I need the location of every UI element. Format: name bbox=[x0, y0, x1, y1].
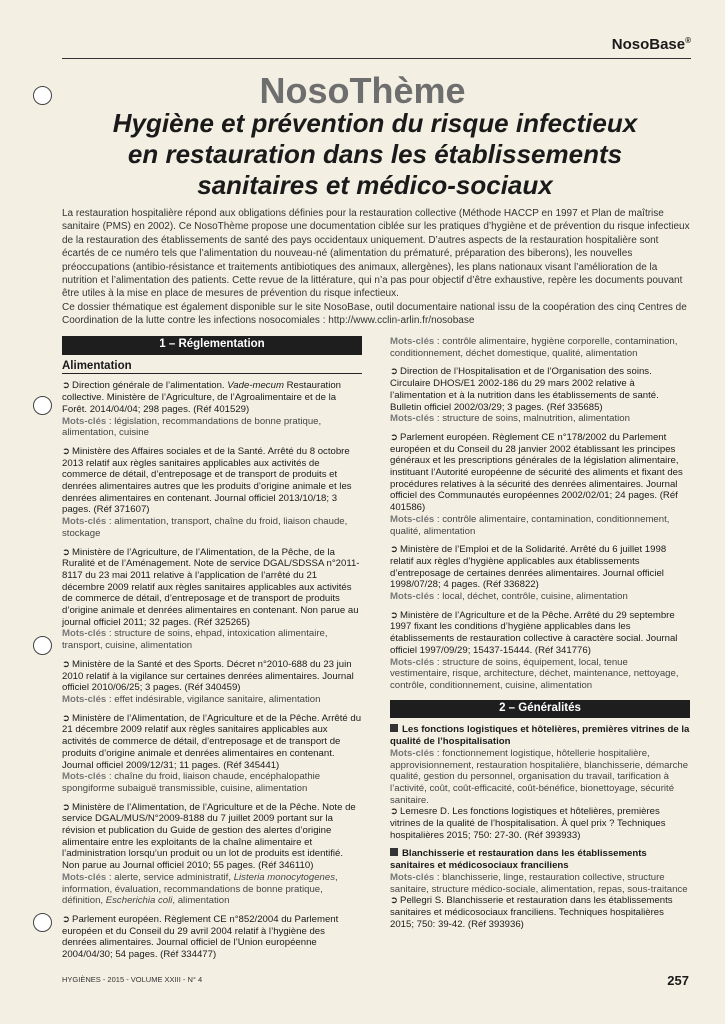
list-item bbox=[62, 713, 362, 795]
list-item bbox=[390, 610, 690, 692]
arrow-icon: ➲ bbox=[62, 913, 71, 925]
arrow-icon: ➲ bbox=[390, 806, 399, 818]
arrow-icon: ➲ bbox=[390, 544, 399, 556]
list-item bbox=[62, 659, 362, 706]
keywords-text: alerte, service administratif, bbox=[114, 871, 234, 883]
keywords-label: Mots-clés bbox=[390, 747, 435, 759]
entry-title bbox=[390, 848, 690, 871]
list-item bbox=[390, 432, 690, 537]
reference-text: Direction générale de l’alimentation. bbox=[72, 380, 228, 392]
keywords: Mots-clés : chaîne du froid, liaison chaude, encéphalopathie spongiforme subaiguë transmissible, cuisine, alimentation bbox=[62, 771, 321, 794]
entry-title-text: Les fonctions logistiques et hôtelières, premières vitrines de la qualité de l’hospitalisation bbox=[390, 724, 690, 748]
entry-reference bbox=[62, 914, 362, 961]
keywords-text: local, déchet, contrôle, cuisine, alimentation bbox=[442, 591, 628, 603]
square-bullet-icon bbox=[390, 848, 398, 856]
entry-reference bbox=[390, 610, 690, 657]
section-title: 2 – Généralités bbox=[390, 700, 690, 719]
keywords-label: Mots-clés bbox=[62, 771, 107, 783]
entry-reference bbox=[390, 806, 690, 841]
keywords-text: législation, recommandations de bonne pratique, alimentation, cuisine bbox=[62, 415, 322, 439]
entry-reference bbox=[390, 544, 690, 591]
arrow-icon: ➲ bbox=[390, 366, 399, 378]
list-item bbox=[390, 366, 690, 425]
entry-reference bbox=[62, 659, 362, 694]
entry-reference bbox=[390, 366, 690, 413]
entry-reference bbox=[390, 432, 690, 514]
reference-text: Pellegri S. Blanchisserie et restauration dans les établissements sanitaires et médicosociaux franciliens. Techniques hospitalières 2015; 750: 39-42. (Réf 393936) bbox=[390, 895, 673, 930]
entry-title bbox=[390, 724, 690, 747]
keywords-text: Listeria monocytogenes bbox=[233, 871, 336, 883]
brand-name: NosoBase® bbox=[611, 36, 691, 53]
keywords: Mots-clés : structure de soins, ehpad, intoxication alimentaire, transport, cuisine, alimentation bbox=[62, 628, 328, 652]
subsection-title: Alimentation bbox=[62, 361, 362, 375]
header-rule bbox=[62, 58, 691, 59]
list-item bbox=[62, 547, 362, 652]
arrow-icon: ➲ bbox=[62, 380, 71, 392]
list-item: Mots-clés : contrôle alimentaire, hygiène corporelle, contamination, conditionnement, déchet domestique, qualité, alimentation bbox=[390, 336, 678, 359]
keywords-label: Mots-clés bbox=[390, 656, 435, 668]
reference-text: Ministère de l’Alimentation, de l’Agriculture et de la Pêche. Arrêté du 21 décembre 2009 relatif aux règles sanitaires applicables aux activités de commerce de détail, d’entreposage et de transport de produits d’origine animale et denrées alimentaires en contenant. Journal officiel 2009/12/31; 11 pages. (Réf 345441) bbox=[62, 712, 362, 771]
keywords-label: Mots-clés bbox=[62, 415, 107, 427]
keywords-text: blanchisserie, linge, restauration collective, structure sanitaire, structure médico-sociale, alimentation, repas, sous-traitance bbox=[390, 871, 688, 895]
list-item bbox=[390, 848, 690, 930]
headline: Hygiène et prévention du risque infectieux en restauration dans les établissements sanitaires et médico-sociaux bbox=[112, 108, 638, 200]
keywords-label: Mots-clés bbox=[390, 413, 435, 425]
entry-reference bbox=[62, 802, 362, 872]
reference-text: Ministère de la Santé et des Sports. Décret n°2010-688 du 23 juin 2010 relatif à la vigilance sur certaines denrées alimentaires. Journal officiel 2010/06/25; 3 pages. (Réf 340459) bbox=[62, 658, 354, 694]
arrow-icon: ➲ bbox=[62, 445, 71, 457]
arrow-icon: ➲ bbox=[62, 658, 71, 670]
keywords-label: Mots-clés bbox=[62, 693, 107, 705]
keywords-text: structure de soins, malnutrition, alimentation bbox=[442, 413, 630, 425]
intro-paragraph: Ce dossier thématique est également disponible sur le site NosoBase, outil documentaire national issu de la coopération des cinq Centres de Coordination de la lutte contre les infections nosocomiales : http://www.cclin-arlin.fr/nosobase bbox=[62, 301, 687, 327]
reference-text: Ministère de l’Emploi et de la Solidarité. Arrêté du 6 juillet 1998 relatif aux règles d’hygiène applicables aux établissements d’entreposage de certaines denrées alimentaires. Journal officiel 1998/07/28; 4 pages. (Réf 336822) bbox=[390, 544, 667, 591]
reference-text: Ministère de l’Agriculture et de la Pêche. Arrêté du 29 septembre 1997 fixant les conditions d’hygiène applicables dans les établissements de restauration collective à caractère social. Journal officiel 1997/09/29; 15437-15444. (Réf 341776) bbox=[390, 609, 678, 656]
keywords: Mots-clés : effet indésirable, vigilance sanitaire, alimentation bbox=[62, 693, 321, 705]
entry-reference bbox=[62, 446, 362, 516]
list-item bbox=[62, 446, 362, 540]
journal-info: HYGIÈNES - 2015 - VOLUME XXIII - N° 4 bbox=[62, 975, 203, 984]
intro-paragraph: La restauration hospitalière répond aux obligations définies pour la restauration collective (Méthode HACCP en 1997 et Plan de maîtrise sanitaire (PMS) en 2002). Ce NosoThème propose une documentation ciblée sur les pratiques d’hygiène et de prévention du risque infectieux de la restauration des établissements de santé des pays occidentaux uniquement. D’autres aspects de la restauration hospitalière sont écartés de ce numéro tels que l’alimentation du nouveau-né (alimentation du prématuré, préparation des biberons), les nouvelles préoccupations (antibio-résistance et traitements antibiotiques des animaux, allergènes), les plans nationaux visant l’amélioration de la nutrition et l’alimentation des patients. Cette revue de la littérature, qui n’a pas pour objectif d’être exhaustive, repère les documents pouvant être utiles à la mise en place de mesures de prévention du risque infectieux. bbox=[62, 208, 690, 300]
arrow-icon: ➲ bbox=[62, 712, 71, 724]
keywords-label: Mots-clés bbox=[390, 871, 435, 883]
entry-reference bbox=[390, 895, 690, 930]
reference-text: Ministère de l’Alimentation, de l’Agriculture et de la Pêche. Note de service DGAL/MUS/N°2009-8188 du 7 juillet 2009 portant sur la révision et publication du Guide de gestion des alertes d’origine alimentaire entre les exploitants de la chaîne alimentaire et l’administration lorsqu’un produit ou un lot de produits est identifié. Non parue au Journal officiel 2010; 55 pages. (Réf 346110) bbox=[62, 801, 356, 872]
keywords: Mots-clés : alimentation, transport, chaîne du froid, liaison chaude, stockage bbox=[62, 516, 348, 539]
page-number: 257 bbox=[667, 973, 689, 988]
keywords-label: Mots-clés bbox=[62, 628, 107, 640]
keywords-label: Mots-clés bbox=[390, 591, 435, 603]
arrow-icon: ➲ bbox=[390, 895, 399, 907]
keywords: Mots-clés : structure de soins, équipement, local, tenue vestimentaire, risque, architecture, déchet, maintenance, nettoyage, contrôle, conditionnement, cuisine, alimentation bbox=[390, 656, 679, 691]
arrow-icon: ➲ bbox=[390, 431, 399, 443]
punch-hole bbox=[33, 636, 52, 655]
left-column bbox=[62, 336, 362, 968]
reference-text: Parlement européen. Règlement CE n°178/2002 du Parlement européen et du Conseil du 28 janvier 2002 établissant les principes généraux et les prescriptions générales de la législation alimentaire, instituant l’Autorité européenne de sécurité des aliments et fixant des procédures relatives à la sécurité des denrées alimentaires. Journal officiel des Communautés européennes 2002/02/01; 24 pages. (Réf 401586) bbox=[390, 431, 683, 514]
arrow-icon: ➲ bbox=[390, 609, 399, 621]
keywords: Mots-clés : local, déchet, contrôle, cuisine, alimentation bbox=[390, 591, 628, 603]
arrow-icon: ➲ bbox=[62, 801, 71, 813]
keywords-text: contrôle alimentaire, contamination, conditionnement, qualité, alimentation bbox=[390, 513, 670, 537]
reference-text: Ministère de l’Agriculture, de l’Alimentation, de la Pêche, de la Ruralité et de l’Aménagement. Note de service DGAL/SDSSA n°2011-8117 du 23 mai 2011 relative à l’application de l’arrêté du 21 décembre 2009 relatif aux règles sanitaires applicables aux activités de commerce de détail, d’entreposage et de transport de produits d’origine animale et denrées alimentaires en contenant. Non parue au journal officiel 2011; 32 pages. (Réf 325265) bbox=[62, 546, 360, 628]
keywords: Mots-clés : blanchisserie, linge, restauration collective, structure sanitaire, structure médico-sociale, alimentation, repas, sous-traitance bbox=[390, 871, 688, 895]
list-item bbox=[62, 914, 362, 961]
keywords-text: , information, évaluation, recommandations de bonne pratique, définition, bbox=[62, 871, 338, 907]
list-item bbox=[390, 724, 690, 841]
reference-text: Ministère des Affaires sociales et de la Santé. Arrêté du 8 octobre 2013 relatif aux règles sanitaires applicables aux activités de commerce de détail, d’entreposage et de transport de produits et denrées alimentaires autres que les produits d’origine animale et les denrées alimentaires en contenant. Journal officiel 2013/10/18; 3 pages. (Réf 371607) bbox=[62, 445, 352, 516]
list-item bbox=[62, 802, 362, 907]
reference-title: Vade-mecum bbox=[227, 380, 284, 392]
list-item bbox=[62, 380, 362, 439]
punch-hole bbox=[33, 396, 52, 415]
list-item bbox=[390, 544, 690, 603]
keywords-text: effet indésirable, vigilance sanitaire, alimentation bbox=[114, 693, 321, 705]
reference-text: Lemesre D. Les fonctions logistiques et hôtelières, premières vitrines de la qualité de l’hospitalisation. À quel prix ? Techniques hospitalières 2015; 750: 27-30. (Réf 393933) bbox=[390, 806, 666, 841]
reference-text: Direction de l’Hospitalisation et de l’Organisation des soins. Circulaire DHOS/E1 2002-186 du 29 mars 2002 relative à l’alimentation et à la nutrition dans les établissements de santé. Bulletin officiel 2002/03/29; 3 pages. (Réf 335685) bbox=[390, 366, 659, 413]
keywords-label: Mots-clés bbox=[62, 871, 107, 883]
keywords: Mots-clés : contrôle alimentaire, contamination, conditionnement, qualité, alimentation bbox=[390, 513, 670, 537]
right-column bbox=[390, 336, 690, 937]
entry-reference bbox=[62, 380, 362, 415]
entry-title-text: Blanchisserie et restauration dans les établissements sanitaires et médicosociaux franciliens bbox=[390, 848, 647, 872]
keywords-label: Mots-clés bbox=[390, 513, 435, 525]
punch-hole bbox=[33, 913, 52, 932]
keywords: Mots-clés : structure de soins, malnutrition, alimentation bbox=[390, 413, 630, 425]
keywords: Mots-clés : fonctionnement logistique, hôtellerie hospitalière, approvisionnement, restauration hospitalière, blanchisserie, démarche qualité, gestion du personnel, organisation du travail, tarification à l’activité, coût, coût-efficacité, coût-bénéfice, bionettoyage, sécurité sanitaire. bbox=[390, 747, 689, 806]
reference-text: Parlement européen. Règlement CE n°852/2004 du Parlement européen et du Conseil du 29 avril 2004 relatif à l’hygiène des denrées alimentaires. Journal officiel de l’Union européenne 2004/04/30; 54 pages. (Réf 334477) bbox=[62, 913, 339, 961]
keywords-text: , alimentation bbox=[172, 895, 230, 907]
arrow-icon: ➲ bbox=[62, 546, 71, 558]
keywords-text: alimentation, transport, chaîne du froid, liaison chaude, stockage bbox=[62, 516, 348, 539]
entry-reference bbox=[62, 547, 362, 629]
keywords-text: chaîne du froid, liaison chaude, encéphalopathie spongiforme subaiguë transmissible, cuisine, alimentation bbox=[62, 771, 321, 794]
theme-title: NosoThème bbox=[259, 70, 466, 111]
keywords-label: Mots-clés bbox=[62, 516, 107, 528]
section-title: 1 – Réglementation bbox=[62, 336, 362, 355]
keywords-text: fonctionnement logistique, hôtellerie hospitalière, approvisionnement, restauration hospitalière, blanchisserie, démarche qualité, gestion du personnel, organisation du travail, tarification à l’activité, coût, coût-efficacité, coût-bénéfice, bionettoyage, sécurité sanitaire. bbox=[390, 747, 689, 806]
keywords-text: structure de soins, ehpad, intoxication alimentaire, transport, cuisine, alimentation bbox=[62, 628, 328, 652]
reference-text: Restauration collective. Ministère de l’Agriculture, de l’Agroalimentaire et de la Forêt. 2014/04/04; 298 pages. (Réf 401529) bbox=[62, 380, 341, 415]
keywords-text: structure de soins, équipement, local, tenue vestimentaire, risque, architecture, déchet, maintenance, nettoyage, contrôle, conditionnement, cuisine, alimentation bbox=[390, 656, 679, 691]
keywords: Mots-clés : alerte, service administratif, Listeria monocytogenes, information, évaluation, recommandations de bonne pratique, définition, Escherichia coli, alimentation bbox=[62, 871, 338, 907]
intro-text bbox=[62, 207, 692, 328]
entry-reference bbox=[62, 713, 362, 772]
keywords-text: Escherichia coli bbox=[105, 895, 173, 907]
square-bullet-icon bbox=[390, 724, 398, 732]
keywords: Mots-clés : législation, recommandations de bonne pratique, alimentation, cuisine bbox=[62, 415, 322, 439]
